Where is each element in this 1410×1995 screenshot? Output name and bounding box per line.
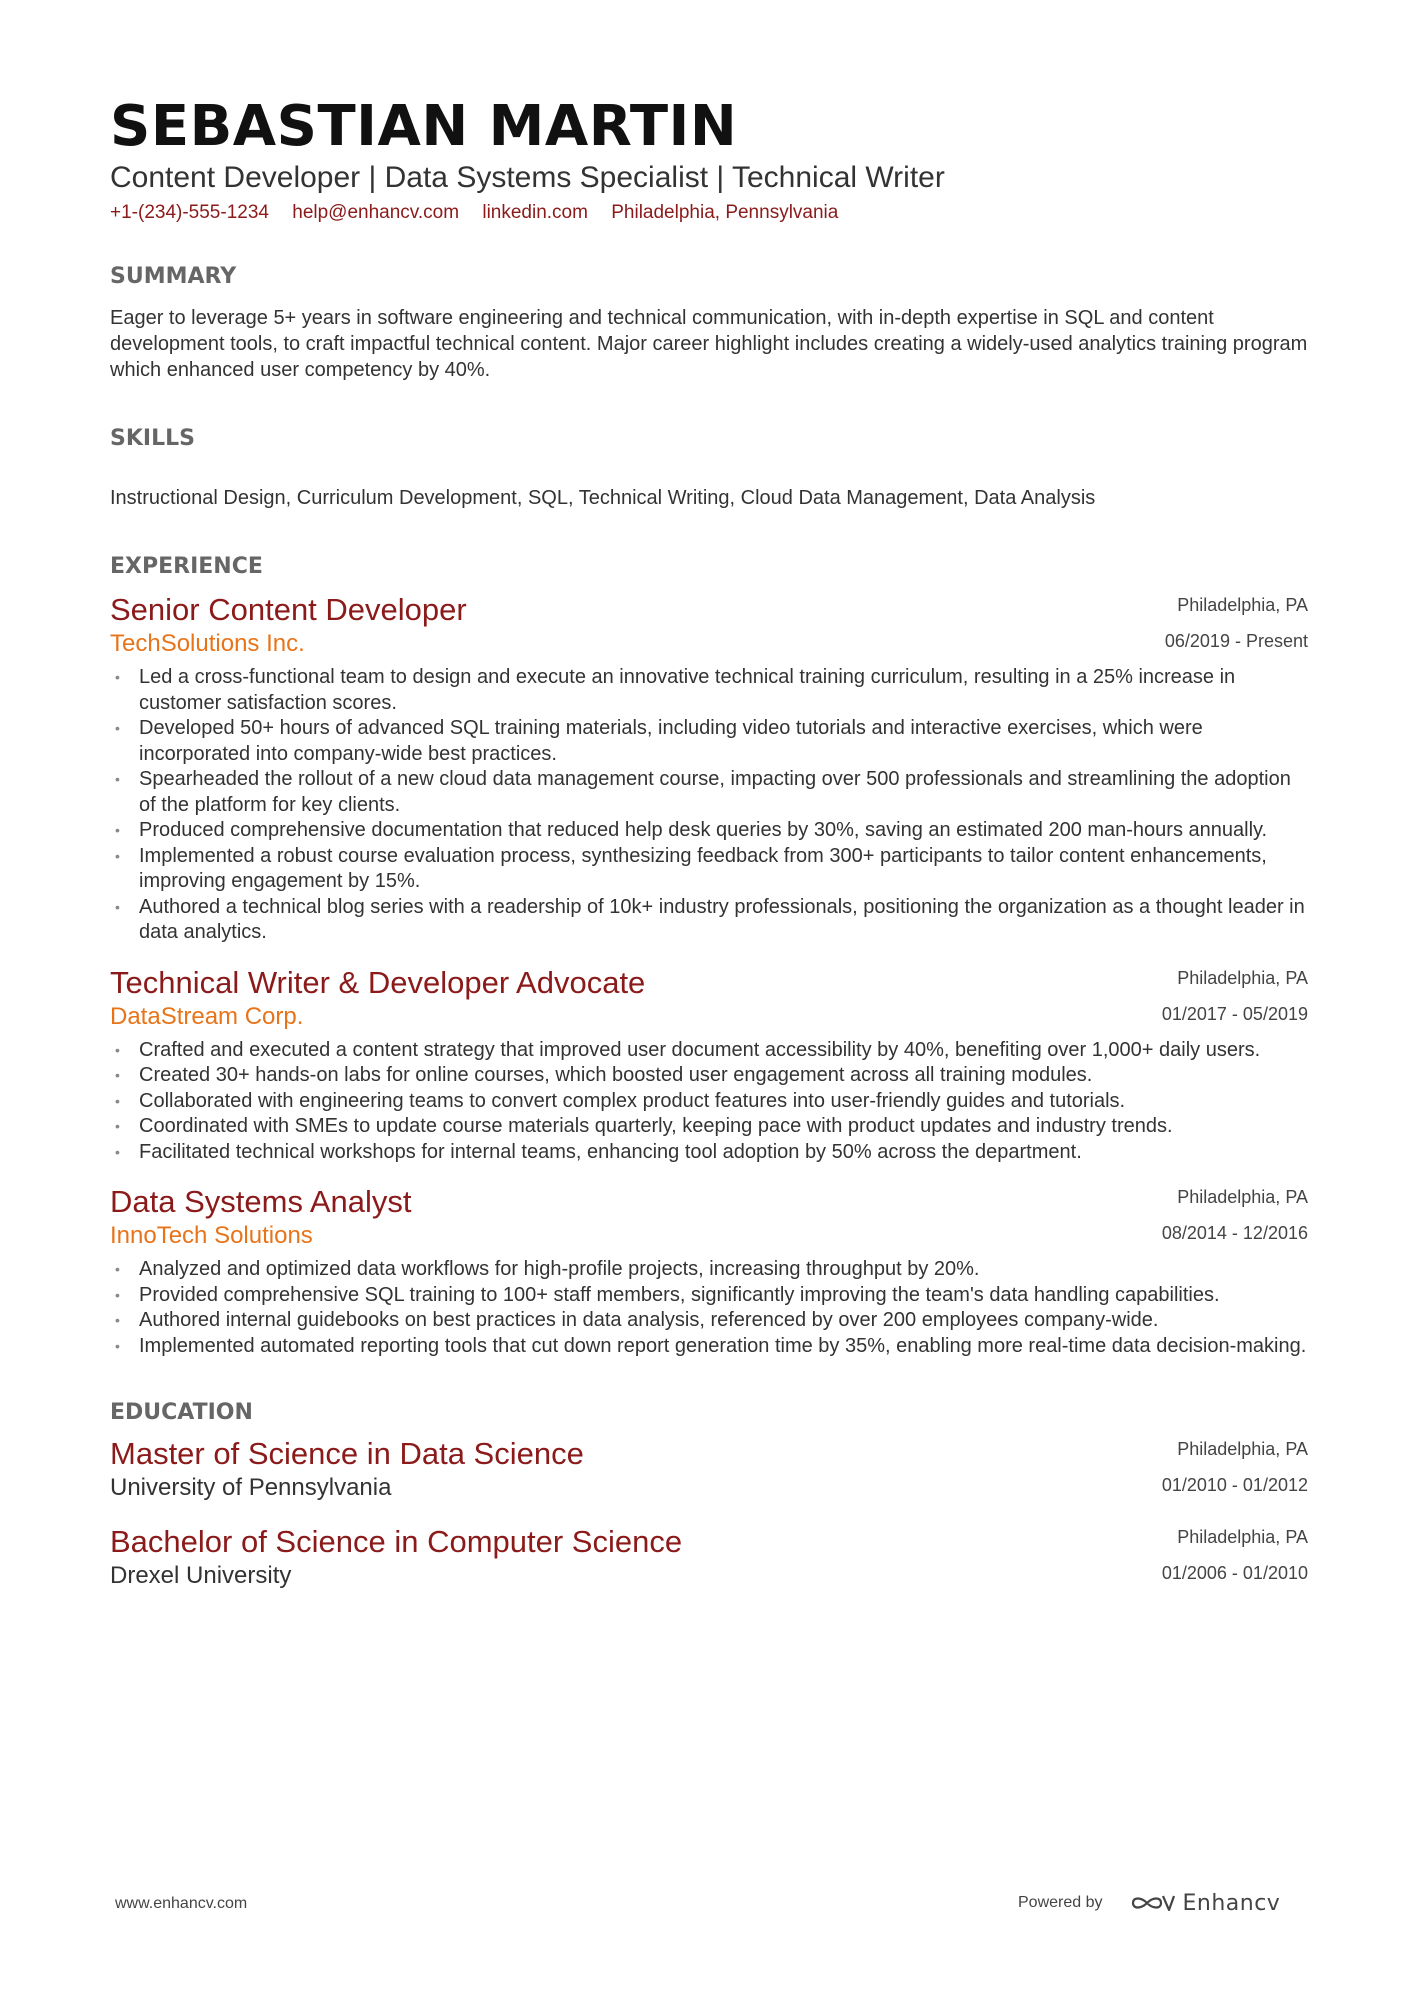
powered-by-label: Powered by (1018, 1894, 1103, 1911)
school-name: Drexel University (110, 1562, 292, 1589)
degree-title: Bachelor of Science in Computer Science (110, 1524, 683, 1559)
job-company: InnoTech Solutions (110, 1222, 313, 1249)
resume-page (110, 95, 1308, 1591)
footer-brand[interactable] (1018, 1883, 1280, 1923)
contact-line (110, 201, 1308, 225)
list-item: • Analyzed and optimized data workflows for high-profile projects, increasing throughput by 20%. (110, 1257, 1308, 1283)
job-company: TechSolutions Inc. (110, 630, 305, 657)
list-item: • Authored internal guidebooks on best practices in data analysis, referenced by over 200 employees company-wide. (110, 1308, 1308, 1334)
list-item: • Coordinated with SMEs to update course materials quarterly, keeping pace with product updates and industry trends. (110, 1114, 1308, 1140)
brand-name: Enhancv (1182, 1890, 1281, 1916)
job-title: Senior Content Developer (110, 592, 467, 627)
skills-text: Instructional Design, Curriculum Development, SQL, Technical Writing, Cloud Data Management, Data Analysis (110, 487, 1096, 509)
education-dates: 01/2006 - 01/2010 (1161, 1563, 1308, 1583)
footer-website[interactable]: www.enhancv.com (115, 1895, 248, 1912)
experience-entry (110, 1183, 1308, 1359)
degree-title: Master of Science in Data Science (110, 1436, 584, 1471)
enhancv-logo-icon (1129, 1891, 1175, 1915)
job-bullets (110, 1038, 1308, 1166)
job-title: Technical Writer & Developer Advocate (110, 964, 646, 1000)
list-item: • Implemented a robust course evaluation process, synthesizing feedback from 300+ participants to tailor content enhancements, improving engagement by 15%. (110, 844, 1308, 895)
job-location: Philadelphia, PA (1177, 967, 1308, 988)
list-item: • Crafted and executed a content strategy that improved user document accessibility by 40%, benefiting over 1,000+ daily users. (110, 1038, 1308, 1064)
job-dates: 06/2019 - Present (1164, 631, 1308, 651)
list-item: • Created 30+ hands-on labs for online courses, which boosted user engagement across all training modules. (110, 1063, 1308, 1089)
list-item: • Authored a technical blog series with a readership of 10k+ industry professionals, positioning the organization as a thought leader in data analytics. (110, 895, 1308, 946)
education-dates: 01/2010 - 01/2012 (1161, 1475, 1308, 1495)
education-location: Philadelphia, PA (1177, 1527, 1308, 1547)
education-entry (110, 1435, 1308, 1503)
list-item: • Implemented automated reporting tools that cut down report generation time by 35%, enabling more real-time data decision-making. (110, 1334, 1308, 1360)
job-bullets (110, 1257, 1308, 1359)
list-item: • Developed 50+ hours of advanced SQL training materials, including video tutorials and interactive exercises, which were incorporated into company-wide best practices. (110, 716, 1308, 767)
experience-entry (110, 591, 1308, 946)
education-heading: EDUCATION (110, 1400, 253, 1425)
candidate-subtitle: Content Developer | Data Systems Specialist | Technical Writer (110, 161, 945, 194)
job-title: Data Systems Analyst (110, 1184, 412, 1219)
enhancv-logo[interactable] (1129, 1891, 1281, 1916)
experience-entry (110, 964, 1308, 1166)
education-entry (110, 1523, 1308, 1591)
list-item: • Spearheaded the rollout of a new cloud data management course, impacting over 500 professionals and streamlining the adoption of the platform for key clients. (110, 767, 1308, 818)
list-item: • Provided comprehensive SQL training to 100+ staff members, significantly improving the team's data handling capabilities. (110, 1283, 1308, 1309)
list-item: • Produced comprehensive documentation that reduced help desk queries by 30%, saving an estimated 200 man-hours annually. (110, 818, 1308, 844)
contact-location: Philadelphia, Pennsylvania (611, 202, 839, 223)
contact-email[interactable]: help@enhancv.com (292, 202, 460, 223)
list-item: • Collaborated with engineering teams to convert complex product features into user-friendly guides and tutorials. (110, 1089, 1308, 1115)
contact-phone[interactable]: +1-(234)-555-1234 (110, 202, 269, 223)
job-dates: 01/2017 - 05/2019 (1161, 1003, 1308, 1024)
job-location: Philadelphia, PA (1177, 1187, 1308, 1207)
candidate-name: SEBASTIAN MARTIN (110, 94, 738, 159)
job-bullets (110, 665, 1308, 946)
summary-text: Eager to leverage 5+ years in software engineering and technical communication, with in-depth expertise in SQL and content development tools, to craft impactful technical content. Major career highlight includes creating a widely-used analytics training program which enhanced user competency by 40%. (110, 307, 1308, 381)
job-company: DataStream Corp. (110, 1002, 304, 1030)
contact-linkedin[interactable]: linkedin.com (482, 202, 588, 223)
job-dates: 08/2014 - 12/2016 (1161, 1223, 1308, 1243)
school-name: University of Pennsylvania (110, 1474, 392, 1501)
list-item: • Led a cross-functional team to design and execute an innovative technical training curriculum, resulting in a 25% increase in customer satisfaction scores. (110, 665, 1308, 716)
job-location: Philadelphia, PA (1177, 595, 1308, 615)
summary-heading: SUMMARY (110, 264, 237, 289)
skills-heading: SKILLS (110, 426, 195, 451)
list-item: • Facilitated technical workshops for internal teams, enhancing tool adoption by 50% across the department. (110, 1140, 1308, 1166)
experience-heading: EXPERIENCE (110, 554, 263, 579)
education-location: Philadelphia, PA (1177, 1439, 1308, 1459)
